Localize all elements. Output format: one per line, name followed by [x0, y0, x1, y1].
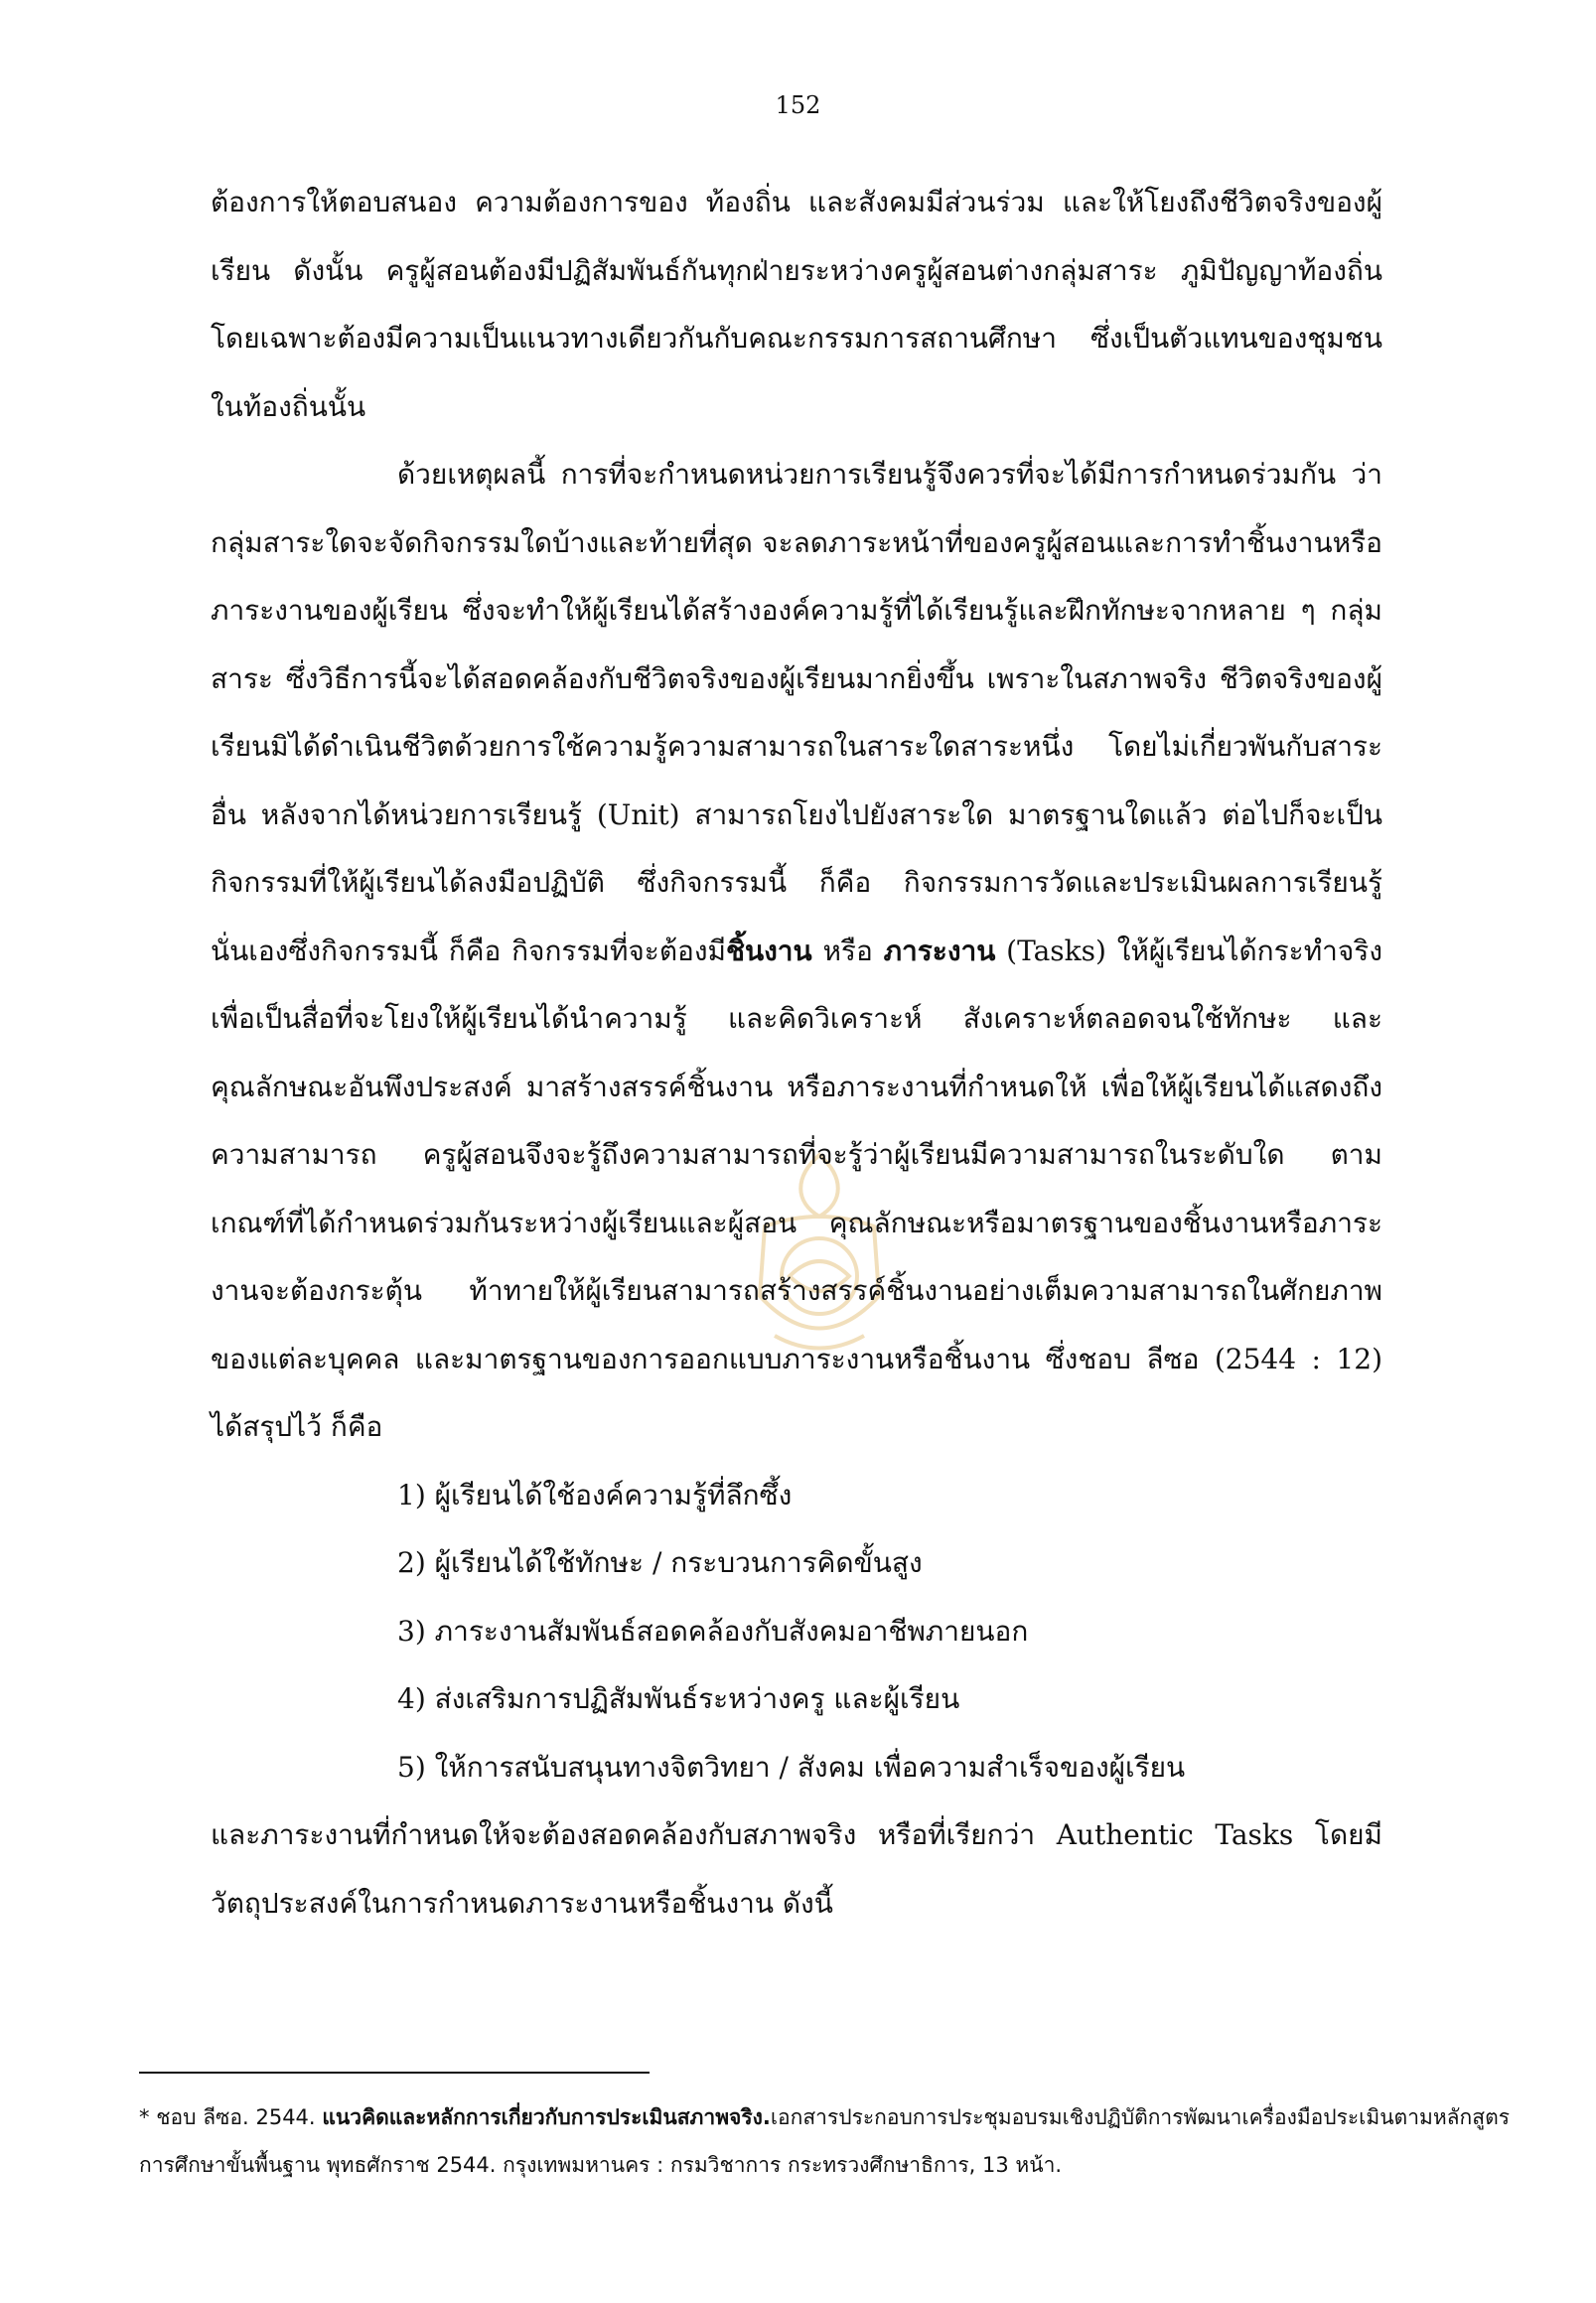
bold-term-chinngan: ชิ้นงาน [725, 934, 812, 967]
footnote-rest: เอกสารประกอบการประชุมอบรมเชิงปฏิบัติการพัฒนาเครื่องมือประเมินตามหลักสูตรการศึกษาขั้นพื้นฐาน พุทธศักราช 2544. กรุงเทพมหานคร : กรมวิชาการ กระทรวงศึกษาธิการ, 13 หน้า. [139, 2105, 1510, 2177]
body-text [211, 169, 1382, 1938]
list-item: 5) ให้การสนับสนุนทางจิตวิทยา / สังคม เพื่อความสำเร็จของผู้เรียน [397, 1750, 1186, 1784]
criteria-list [211, 1462, 1382, 1802]
list-item: 3) ภาระงานสัมพันธ์สอดคล้องกับสังคมอาชีพภายนอก [397, 1614, 1029, 1648]
list-item: 4) ส่งเสริมการปฏิสัมพันธ์ระหว่างครู และผู้เรียน [397, 1682, 960, 1715]
paragraph-1: ต้องการให้ตอบสนอง ความต้องการของ ท้องถิ่น และสังคมมีส่วนร่วม และให้โยงถึงชีวิตจริงของผู้เรียน ดังนั้น ครูผู้สอนต้องมีปฏิสัมพันธ์กันทุกฝ่ายระหว่างครูผู้สอนต่างกลุ่มสาระ ภูมิปัญญาท้องถิ่น โดยเฉพาะต้องมีความเป็นแนวทางเดียวกันกับคณะกรรมการสถานศึกษา ซึ่งเป็นตัวแทนของชุมชนในท้องถิ่นนั้น [211, 186, 1382, 423]
paragraph-2 [211, 441, 1382, 1462]
footnote-divider [139, 2072, 650, 2074]
footnote [139, 2093, 1510, 2189]
paragraph-2-text-c: (Tasks) ให้ผู้เรียนได้กระทำจริง เพื่อเป็นสื่อที่จะโยงให้ผู้เรียนได้นำความรู้ และคิดวิเคราะห์ สังเคราะห์ตลอดจนใช้ทักษะ และคุณลักษณะอันพึงประสงค์ มาสร้างสรรค์ชิ้นงาน หรือภาระงานที่กำหนดให้ เพื่อให้ผู้เรียนได้แสดงถึงความสามารถ ครูผู้สอนจึงจะรู้ถึงความสามารถที่จะรู้ว่าผู้เรียนมีความสามารถในระดับใด ตามเกณฑ์ที่ได้กำหนดร่วมกันระหว่างผู้เรียนและผู้สอน คุณลักษณะหรือมาตรฐานของชิ้นงานหรือภาระงานจะต้องกระตุ้น ท้าทายให้ผู้เรียนสามารถสร้างสรรค์ชิ้นงานอย่างเต็มความสามารถในศักยภาพของแต่ละบุคคล และมาตรฐานของการออกแบบภาระงานหรือชิ้นงาน ซึ่งชอบ ลีซอ (2544 : 12) ได้สรุปไว้ ก็คือ [211, 934, 1382, 1443]
list-item: 1) ผู้เรียนได้ใช้องค์ความรู้ที่ลึกซึ้ง [397, 1478, 793, 1511]
paragraph-2-text-a: ด้วยเหตุผลนี้ การที่จะกำหนดหน่วยการเรียนรู้จึงควรที่จะได้มีการกำหนดร่วมกัน ว่ากลุ่มสาระใดจะจัดกิจกรรมใดบ้างและท้ายที่สุด จะลดภาระหน้าที่ของครูผู้สอนและการทำชิ้นงานหรือภาระงานของผู้เรียน ซึ่งจะทำให้ผู้เรียนได้สร้างองค์ความรู้ที่ได้เรียนรู้และฝึกทักษะจากหลาย ๆ กลุ่มสาระ ซึ่งวิธีการนี้จะได้สอดคล้องกับชีวิตจริงของผู้เรียนมากยิ่งขึ้น เพราะในสภาพจริง ชีวิตจริงของผู้เรียนมิได้ดำเนินชีวิตด้วยการใช้ความรู้ความสามารถในสาระใดสาระหนึ่ง โดยไม่เกี่ยวพันกับสาระอื่น หลังจากได้หน่วยการเรียนรู้ (Unit) สามารถโยงไปยังสาระใด มาตรฐานใดแล้ว ต่อไปก็จะเป็นกิจกรรมที่ให้ผู้เรียนได้ลงมือปฏิบัติ ซึ่งกิจกรรมนี้ ก็คือ กิจกรรมการวัดและประเมินผลการเรียนรู้ นั่นเองซึ่งกิจกรรมนี้ ก็คือ กิจกรรมที่จะต้องมี [211, 458, 1383, 967]
bold-term-pharangan: ภาระงาน [883, 934, 996, 967]
page-number: 152 [775, 91, 821, 119]
footnote-title: แนวคิดและหลักการเกี่ยวกับการประเมินสภาพจริง. [322, 2105, 771, 2129]
footnote-prefix: * ชอบ ลีซอ. 2544. [139, 2105, 323, 2129]
list-item: 2) ผู้เรียนได้ใช้ทักษะ / กระบวนการคิดขั้นสูง [397, 1546, 923, 1579]
closing-paragraph: และภาระงานที่กำหนดให้จะต้องสอดคล้องกับสภาพจริง หรือที่เรียกว่า Authentic Tasks โดยมีวัตถุประสงค์ในการกำหนดภาระงานหรือชิ้นงาน ดังนี้ [211, 1818, 1382, 1920]
paragraph-2-text-b: หรือ [811, 934, 884, 967]
